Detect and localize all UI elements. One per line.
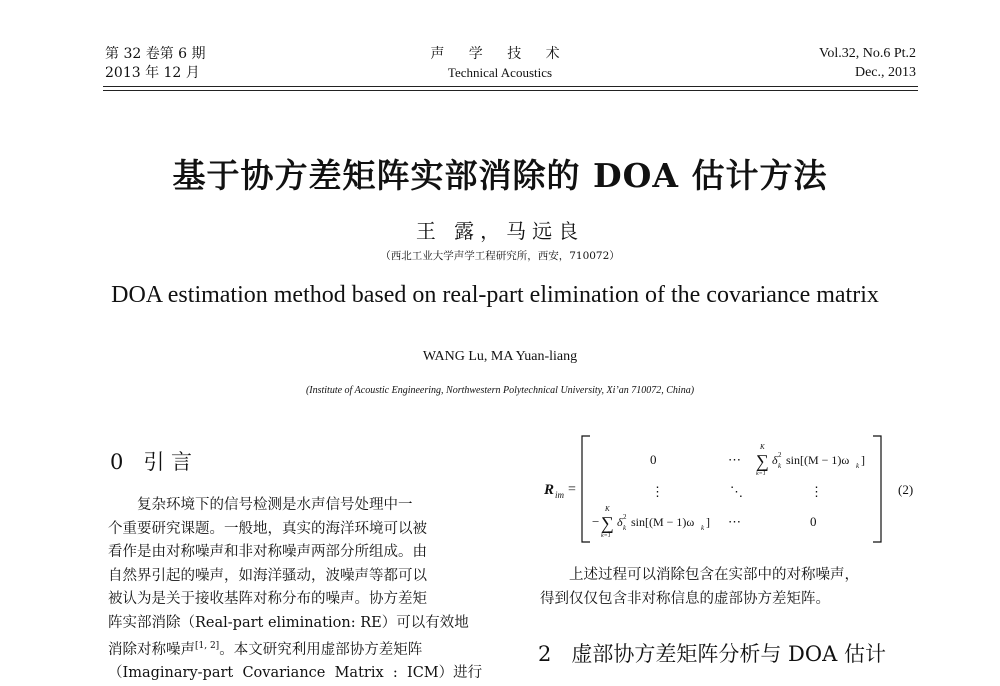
delta-symbol: δ (617, 515, 623, 529)
equation-lhs: R (544, 482, 555, 498)
sum-lower: k=1 (756, 471, 766, 477)
paragraph-line: 阵实部消除（Real-part elimination: RE）可以有效地 (108, 614, 469, 631)
journal-name-zh: 声 学 技 术 (430, 46, 570, 62)
sum-upper: K (760, 443, 765, 451)
matrix-entry-zero: 0 (650, 452, 657, 467)
section-heading-2: 2 虚部协方差矩阵分析与 DOA 估计 (538, 642, 886, 666)
journal-date: 2013 年 12 月 (105, 65, 200, 81)
paragraph-after-equation (540, 564, 920, 611)
header-rule (103, 86, 918, 87)
omega-subscript: k (701, 524, 705, 532)
equation-lhs-sub: im (555, 490, 564, 500)
header-rule-thin (103, 90, 918, 91)
omega-subscript: k (856, 462, 860, 470)
authors-en: WANG Lu, MA Yuan-liang (422, 349, 578, 364)
cdots: ⋯ (728, 514, 741, 529)
vdots: ⋮ (651, 484, 664, 499)
matrix-entry-zero: 0 (810, 514, 817, 529)
affiliation-en: (Institute of Acoustic Engineering, Northwestern Polytechnical University, Xi’an 710072, China) (305, 385, 695, 396)
sin-term-close: ] (706, 515, 710, 529)
paragraph-line: 得到仅仅包含非对称信息的虚部协方差矩阵。 (540, 590, 830, 607)
journal-volume: 第 32 卷第 6 期 (105, 46, 206, 62)
sum-upper: K (605, 505, 610, 513)
paragraph-line: 被认为是关于接收基阵对称分布的噪声。协方差矩 (108, 591, 427, 607)
equals-sign: = (568, 482, 576, 497)
introduction-paragraph (108, 494, 494, 686)
paragraph-line (108, 635, 494, 662)
journal-name-en: Technical Acoustics (447, 65, 553, 80)
delta-superscript: 2 (623, 513, 627, 521)
sum-lower: k=1 (601, 533, 611, 539)
paragraph-line: 上述过程可以消除包含在实部中的对称噪声， (569, 567, 859, 583)
paragraph-line: （Imaginary-part Covariance Matrix : ICM）进行 (108, 665, 483, 682)
delta-subscript: k (623, 524, 627, 532)
delta-subscript: k (778, 462, 782, 470)
paper-title-zh: 基于协方差矩阵实部消除的 DOA 估计方法 (172, 156, 828, 195)
paragraph-line: 看作是由对称噪声和非对称噪声两部分所组成。由 (108, 544, 427, 560)
paragraph-text: 消除对称噪声 (108, 641, 195, 658)
equation-number: (2) (898, 482, 914, 497)
paragraph-line: 个重要研究课题。一般地，真实的海洋环境可以被 (108, 520, 427, 537)
affiliation-zh: （西北工业大学声学工程研究所，西安，710072） (380, 250, 620, 262)
journal-date-en: Dec., 2013 (854, 65, 916, 80)
section-heading-introduction: 0 引 言 (110, 450, 193, 474)
paragraph-line: 复杂环境下的信号检测是水声信号处理中一 (137, 497, 413, 513)
sin-term: sin[(M − 1)ω (631, 515, 695, 529)
sin-term-close: ] (861, 453, 865, 467)
delta-symbol: δ (772, 453, 778, 467)
sum-symbol: ∑ (756, 451, 769, 471)
ddots: ⋱ (730, 484, 743, 499)
sum-symbol: ∑ (601, 513, 614, 533)
authors-zh: 王 露，马远良 (415, 219, 585, 243)
journal-volume-en: Vol.32, No.6 Pt.2 (819, 46, 916, 61)
matrix-bracket-right (873, 436, 881, 542)
paragraph-line: 自然界引起的噪声，如海洋骚动，波噪声等都可以 (108, 567, 427, 584)
minus-sign: − (592, 514, 600, 529)
sin-term: sin[(M − 1)ω (786, 453, 850, 467)
paper-title-en: DOA estimation method based on real-part elimination of the covariance matrix (111, 282, 879, 308)
vdots: ⋮ (810, 484, 823, 499)
paragraph-text: 。本文研究利用虚部协方差矩阵 (219, 641, 423, 658)
delta-superscript: 2 (778, 451, 782, 459)
cdots: ⋯ (728, 452, 741, 467)
matrix-bracket-left (582, 436, 590, 542)
equation-matrix (538, 430, 938, 550)
citation: [1, 2] (195, 641, 220, 651)
